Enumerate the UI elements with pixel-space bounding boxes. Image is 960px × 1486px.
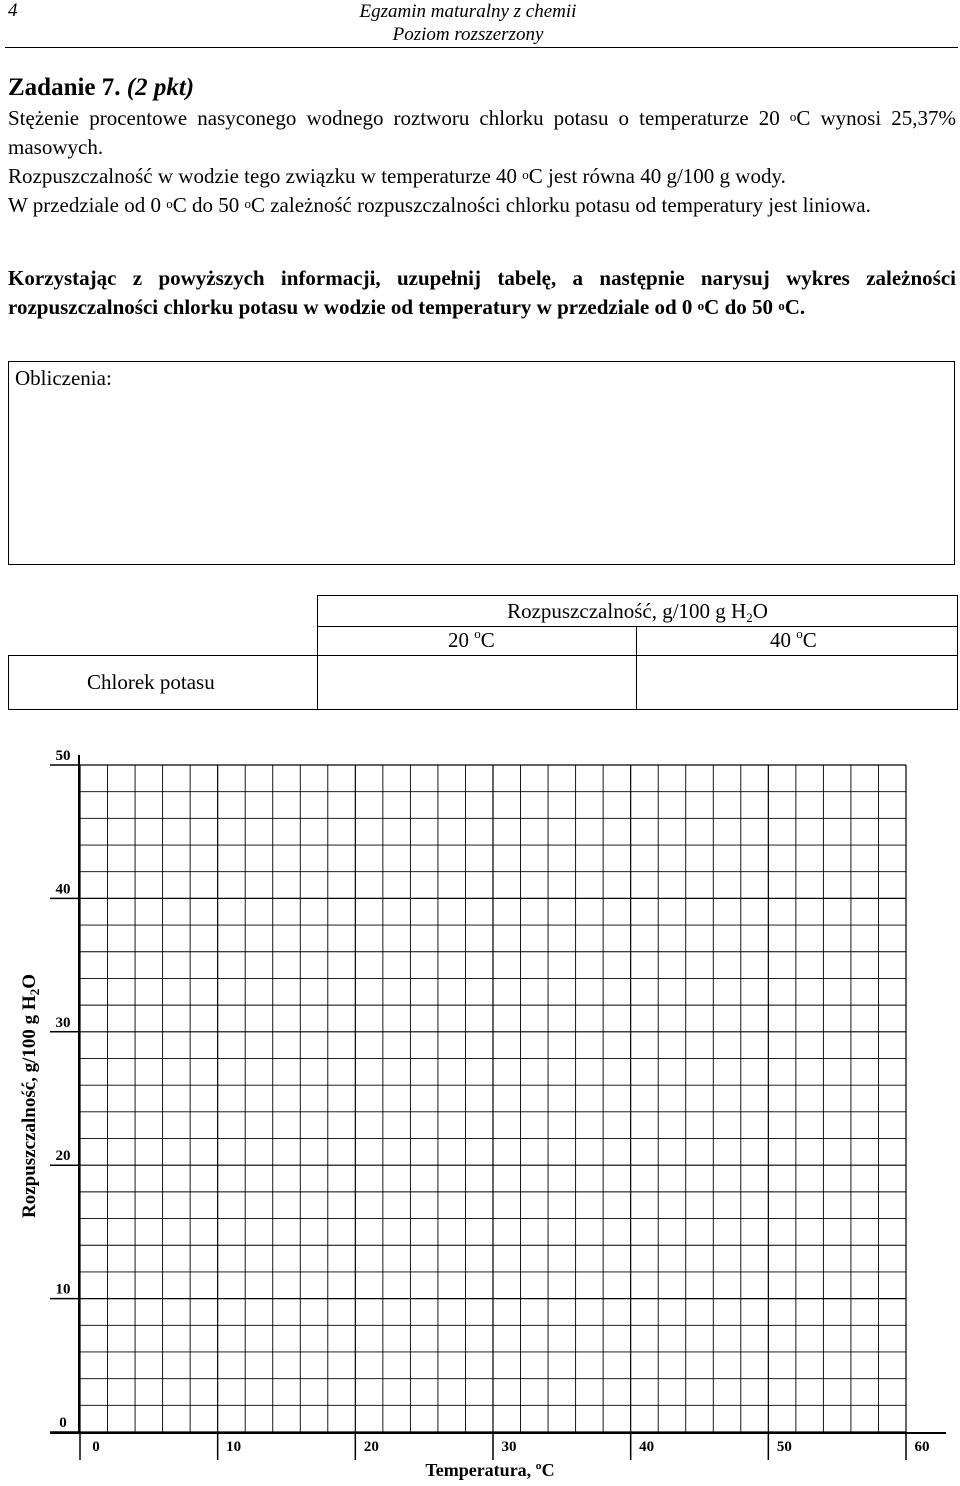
paragraph-concentration: Stężenie procentowe nasyconego wodnego roztworu chlorku potasu o temperaturze 20 $^o$C wynosi 25,37% masowych. [8,106,956,159]
paragraph-linearity: W przedziale od 0 $^o$C do 50 $^o$C zależność rozpuszczalności chlorku potasu od temperatury jest liniowa. [8,193,871,217]
paragraph-solubility: Rozpuszczalność w wodzie tego związku w temperaturze 40 $^o$C jest równa 40 g/100 g wody. [8,164,786,188]
y-tick-label: 40 [55,881,71,898]
task-points: (2 pkt) [126,74,195,101]
solubility-graph-grid[interactable] [0,735,960,1460]
task-instruction: Korzystając z powyższych informacji, uzupełnij tabelę, a następnie narysuj wykres zależności rozpuszczalności chlorku potasu w wodzie od temperatury w przedziale od 0 $^o$C do 50 $^o$C. [8,266,956,319]
y-tick-label: 50 [55,748,71,764]
calculation-area[interactable] [8,361,955,565]
table-col-40c: 40 $^o$C [770,626,817,652]
task-number: Zadanie 7. [8,74,121,101]
y-axis-title: Rozpuszczalność, g/100 g $H_2O$ [19,974,42,1218]
exam-level: Poziom rozszerzony [392,24,544,45]
x-tick-label: 40 [639,1439,655,1455]
calculation-label: Obliczenia: [15,366,112,390]
page-number: 4 [8,0,18,21]
x-tick-label: 30 [501,1439,517,1455]
table-header [317,595,958,656]
x-axis-title: Temperatura, ºC [425,1460,555,1480]
task-title [8,74,194,102]
y-tick-label: 30 [55,1014,71,1031]
table-header-solubility: Rozpuszczalność, g/100 g $H_2O$ [507,599,768,625]
table-col-20c: 20 $^o$C [448,626,495,652]
x-tick-label: 60 [914,1439,930,1455]
x-tick-label: 0 [92,1439,100,1455]
table-cell-20c-answer[interactable] [317,655,637,710]
table-header-divider [318,626,957,627]
x-tick-label: 10 [226,1439,242,1455]
y-tick-label: 10 [55,1281,71,1298]
exam-title: Egzamin maturalny z chemii [359,1,577,22]
y-tick-label: 20 [55,1148,71,1165]
y-tick-label: 0 [59,1415,67,1431]
table-row-label: Chlorek potasu [8,655,318,710]
table-cell-40c-answer[interactable] [636,655,958,710]
x-tick-label: 20 [363,1439,379,1455]
x-tick-label: 50 [776,1439,792,1455]
header-divider [5,47,958,48]
task-description [8,104,956,220]
table-column-divider [636,626,637,657]
